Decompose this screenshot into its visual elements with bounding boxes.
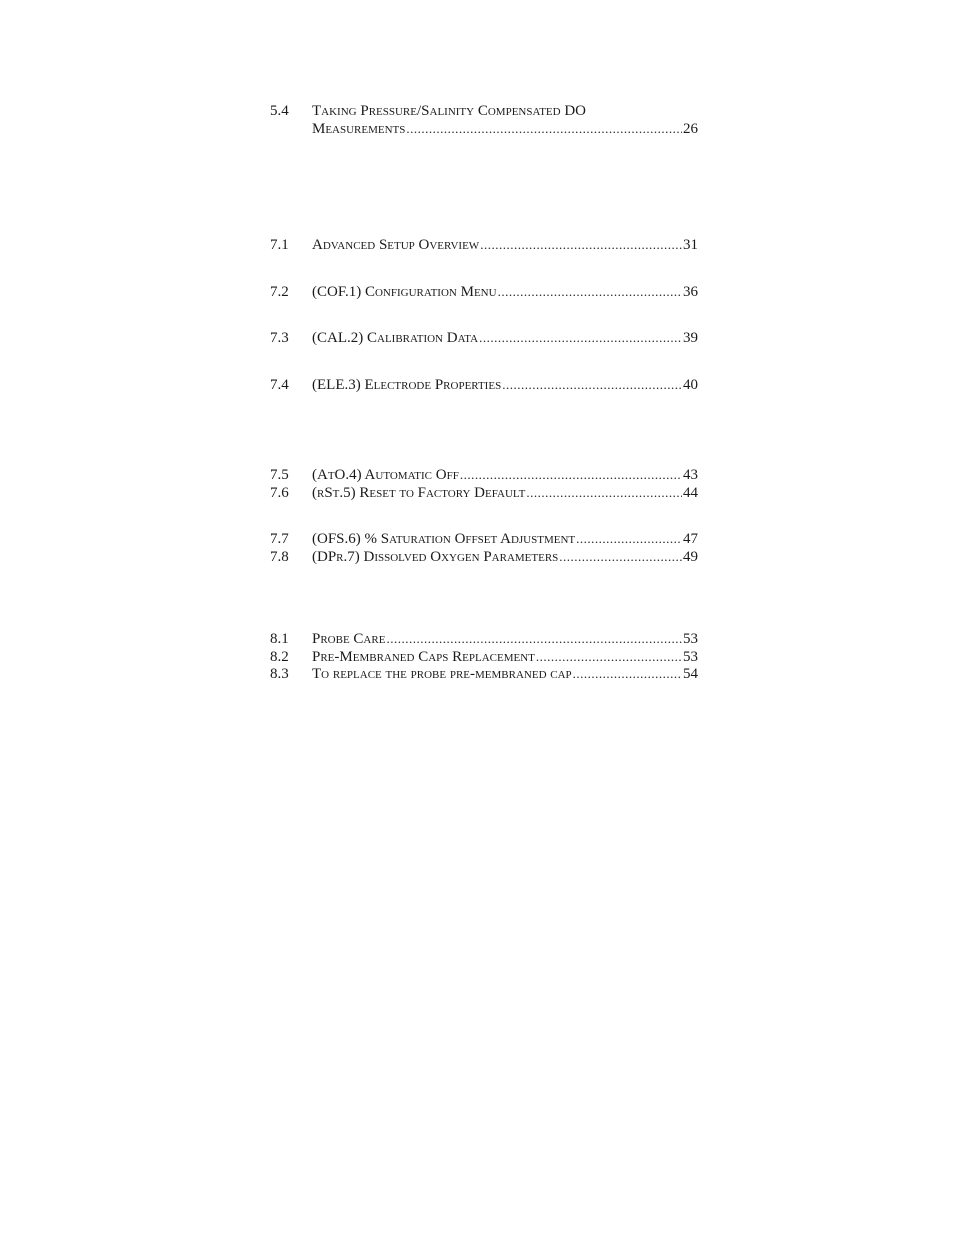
toc-page-number: 40 <box>683 377 698 393</box>
toc-page-number: 43 <box>683 467 698 483</box>
toc-leader <box>498 283 682 301</box>
toc-leader <box>502 376 682 394</box>
toc-page-number: 53 <box>683 631 698 647</box>
toc-page-number: 36 <box>683 284 698 300</box>
toc-title: To replace the probe pre-membraned cap <box>312 666 572 682</box>
toc-title: (AtO.4) Automatic Off <box>312 467 459 483</box>
toc-entry-7-3[interactable] <box>270 329 698 347</box>
toc-page-number: 44 <box>683 485 698 501</box>
toc-entry-8-1[interactable] <box>270 630 698 648</box>
toc-title-line <box>312 648 698 666</box>
toc-entry-7-4[interactable] <box>270 376 698 394</box>
toc-entry-7-2[interactable] <box>270 283 698 301</box>
toc-entry-7-8[interactable] <box>270 548 698 566</box>
toc-leader <box>480 236 682 254</box>
toc-title-line <box>312 466 698 484</box>
toc-number: 5.4 <box>270 103 289 119</box>
toc-number: 7.7 <box>270 531 289 547</box>
toc-page-number: 39 <box>683 330 698 346</box>
toc-leader <box>536 648 682 666</box>
toc-title-line <box>312 329 698 347</box>
toc-title: Measurements <box>312 121 406 137</box>
toc-entry-8-3[interactable] <box>270 665 698 683</box>
toc-title: Pre-Membraned Caps Replacement <box>312 649 535 665</box>
toc-number: 7.2 <box>270 284 289 300</box>
toc-number: 7.1 <box>270 237 289 253</box>
toc-number: 7.5 <box>270 467 289 483</box>
toc-title: (ELE.3) Electrode Properties <box>312 377 502 393</box>
toc-leader <box>576 530 682 548</box>
toc-title-line <box>312 120 698 138</box>
toc-page-number: 26 <box>683 121 698 137</box>
toc-title: (COF.1) Configuration Menu <box>312 284 497 300</box>
toc-title: (rSt.5) Reset to Factory Default <box>312 485 526 501</box>
toc-number: 7.4 <box>270 377 289 393</box>
toc-entry-5-4[interactable] <box>270 102 698 138</box>
toc-title: (CAL.2) Calibration Data <box>312 330 479 346</box>
toc-title-line <box>312 548 698 566</box>
toc-page-number: 54 <box>683 666 698 682</box>
toc-entry-7-6[interactable] <box>270 484 698 502</box>
toc-leader <box>386 630 682 648</box>
toc-title-line <box>312 665 698 683</box>
toc-page-number: 47 <box>683 531 698 547</box>
toc-number: 7.6 <box>270 485 289 501</box>
toc-title-line1: Taking Pressure/Salinity Compensated DO <box>312 103 586 119</box>
toc-title-line <box>312 630 698 648</box>
toc-number: 8.1 <box>270 631 289 647</box>
toc-entry-7-7[interactable] <box>270 530 698 548</box>
toc-title: Advanced Setup Overview <box>312 237 480 253</box>
toc-entry-7-1[interactable] <box>270 236 698 254</box>
toc-number: 8.2 <box>270 649 289 665</box>
toc-number: 7.8 <box>270 549 289 565</box>
toc-leader <box>559 548 682 566</box>
toc-entry-8-2[interactable] <box>270 648 698 666</box>
toc-number: 8.3 <box>270 666 289 682</box>
toc-leader <box>526 484 682 502</box>
toc-title-line <box>312 484 698 502</box>
toc-title: (DPr.7) Dissolved Oxygen Parameters <box>312 549 559 565</box>
toc-page-number: 31 <box>683 237 698 253</box>
toc-leader <box>460 466 682 484</box>
toc-title-line <box>312 530 698 548</box>
toc-title-line <box>312 283 698 301</box>
toc-leader <box>479 329 682 347</box>
toc-leader <box>573 665 682 683</box>
toc-title: (OFS.6) % Saturation Offset Adjustment <box>312 531 576 547</box>
toc-title-line <box>312 376 698 394</box>
toc-page-number: 49 <box>683 549 698 565</box>
toc-page-number: 53 <box>683 649 698 665</box>
toc-entry-7-5[interactable] <box>270 466 698 484</box>
toc-leader <box>406 120 682 138</box>
toc-number: 7.3 <box>270 330 289 346</box>
toc-title-line <box>312 236 698 254</box>
toc-title: Probe Care <box>312 631 386 647</box>
